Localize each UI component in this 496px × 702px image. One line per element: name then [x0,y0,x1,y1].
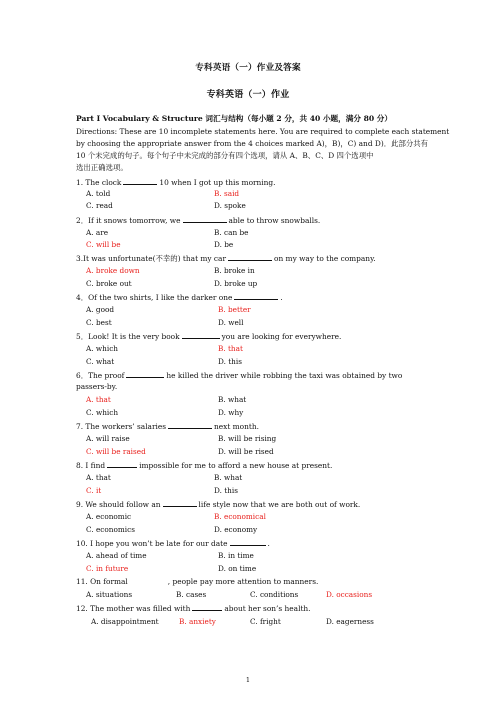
option-c: C. which [86,408,119,417]
option-a: A. that [86,473,111,482]
question-stem-end: able to throw snowballs. [228,216,321,225]
part-heading: Part I Vocabulary & Structure 词汇与结构（每小题 2 分，共 40 小题，满分 80 分） [76,114,392,123]
question-stem-end: you are looking for everywhere. [221,332,342,341]
answer-blank [107,460,137,468]
question-stem-end: life style now that we are both out of work. [198,500,361,509]
option-d: D. why [218,408,244,417]
option-c: C. best [86,318,112,327]
answer-blank [182,331,220,339]
question-stem-end: about her son’s health. [224,604,311,613]
option-b: B. cases [176,590,207,599]
answer-blank [192,603,222,611]
option-b: B. what [218,395,247,404]
option-b-correct: B. that [218,344,243,353]
question-3 [76,253,376,264]
option-a: A. are [86,228,109,237]
answer-blank [183,215,227,223]
question-5 [76,331,341,342]
option-a: A. good [86,305,115,314]
option-a: A. told [86,189,111,198]
option-c-correct: C. in future [86,564,129,573]
option-b-correct: B. better [218,305,251,314]
question-stem-end: he killed the driver while robbing the taxi was obtained by two [166,371,403,380]
question-stem-end: . [267,539,270,548]
answer-blank [163,499,197,507]
question-stem: 6．The proof [76,371,125,380]
question-stem: 1. The clock [76,178,122,187]
option-a: A. situations [86,590,133,599]
option-c-correct: C. it [86,486,102,495]
option-d: D. broke up [214,279,258,288]
option-d: D. spoke [214,201,246,210]
option-b: B. what [214,473,243,482]
question-stem-end: , people pay more attention to manners. [167,577,319,586]
question-11 [76,577,318,587]
question-6 [76,370,402,381]
option-d: D. will be rised [218,447,274,456]
directions-line-1: Directions: These are 10 incomplete statements here. You are required to complete each statement [76,127,450,136]
option-c-correct: C. will be raised [86,447,146,456]
question-7 [76,421,259,432]
option-b: B. broke in [214,266,255,275]
option-a: A. disappointment [91,617,159,626]
option-d: D. this [218,357,242,366]
option-a: A. economic [86,512,132,521]
question-8 [76,460,332,471]
question-stem-end: next month. [214,422,259,431]
option-b: B. in time [218,551,254,560]
answer-blank [126,370,164,378]
option-d: D. economy [214,525,258,534]
answer-blank [230,538,266,546]
option-b: B. will be rising [218,434,277,443]
question-stem: 4．Of the two shirts, I like the darker one [76,293,233,302]
question-stem: 12. The mother was filled with [76,604,191,613]
question-4 [76,292,283,303]
question-stem: 3.It was unfortunate(不幸的) that my car [76,254,226,263]
option-b-correct: B. economical [214,512,266,521]
directions-line-3: 10 个未完成的句子。每个句子中未完成的部分有四个选项，请从 A、B、C、D 四个选项中 [76,151,374,160]
option-d: D. on time [218,564,257,573]
option-d-correct: D. occasions [326,590,373,599]
question-2 [76,215,320,226]
answer-blank [234,292,278,300]
question-stem: 8. I find [76,461,106,470]
question-stem: 9. We should follow an [76,500,161,509]
answer-blank [123,177,157,185]
question-stem: 2．If it snows tomorrow, we [76,216,181,225]
option-a: A. will raise [86,434,130,443]
page-number: 1 [245,676,251,684]
option-c: C. what [86,357,115,366]
document-title: 专科英语（一）作业及答案 [195,63,301,73]
option-a: A. which [86,344,118,353]
question-stem-end: impossible for me to afford a new house at present. [139,461,333,470]
question-6-continued: passers-by. [76,382,118,391]
option-d: D. eagerness [326,617,374,626]
option-a: A. ahead of time [86,551,147,560]
answer-blank [168,421,212,429]
option-d: D. this [214,486,238,495]
option-c-correct: C. will be [86,240,121,249]
question-stem: 11. On formal [76,577,128,586]
option-b-correct: B. said [214,189,240,198]
question-9 [76,499,360,510]
question-stem-end: on my way to the company. [274,254,376,263]
option-c: C. economics [86,525,135,534]
option-c: C. fright [250,617,281,626]
question-stem: 10. I hope you won’t be late for our date [76,539,228,548]
document-subtitle: 专科英语（一）作业 [206,90,290,100]
answer-blank [228,253,272,261]
question-10 [76,538,270,549]
option-a-correct: A. that [86,395,111,404]
question-1 [76,177,276,188]
question-12 [76,603,311,614]
directions-line-4: 选出正确选项。 [76,163,128,172]
option-d: D. be [214,240,234,249]
directions-line-2: by choosing the appropriate answer from the 4 choices marked A)，B)，C) and D)．此部分共有 [76,139,429,148]
question-stem: 7. The workers’ salaries [76,422,167,431]
option-c: C. broke out [86,279,132,288]
question-stem-end: . [280,293,283,302]
option-b: B. can be [214,228,249,237]
question-stem: 5．Look! It is the very book [76,332,180,341]
option-a-correct: A. broke down [86,266,140,275]
option-d: D. well [218,318,244,327]
option-c: C. conditions [250,590,299,599]
question-stem-end: 10 when I got up this morning. [159,178,276,187]
option-b-correct: B. anxiety [179,617,216,626]
option-c: C. read [86,201,113,210]
